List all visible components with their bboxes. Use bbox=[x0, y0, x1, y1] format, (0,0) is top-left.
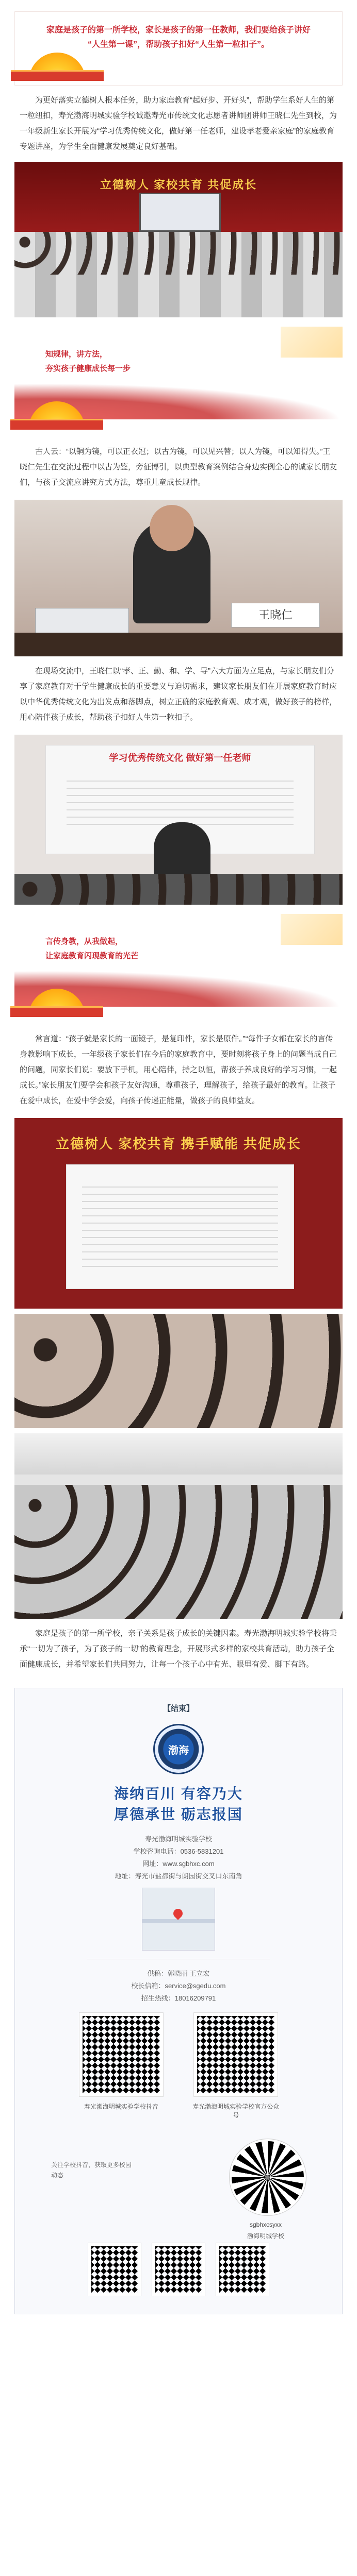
subhead-1 bbox=[14, 327, 343, 435]
qr-wechat-caption: 寿光渤海明城实验学校官方公众号 bbox=[192, 2103, 280, 2119]
photo-speaker bbox=[14, 500, 343, 656]
school-name: 寿光渤海明城实验学校 bbox=[144, 1835, 212, 1843]
banner-1-line2: “人生第一课”，帮助孩子扣好“人生第一粒扣子”。 bbox=[87, 40, 269, 49]
subhead-2-line1: 言传身教，从我做起， bbox=[45, 937, 123, 946]
intro-paragraph: 为更好落实立德树人根本任务，助力家庭教育“起好步、开好头”，帮助学生系好人生的第一粒纽扣，寿光渤海明城实验学校诚邀寿光市传统文化志愿者讲师团讲师王晓仁先生到校，为一年级新生家长开展为“学习优秀传统文化，做好第一任老师，建设孝老爱亲家庭”的家庭教育专题讲座，为学生全面健康发展奠定良好基础。 bbox=[20, 96, 337, 151]
weibo-name: sgbhxcsyxx bbox=[249, 2221, 282, 2228]
stage-backdrop bbox=[14, 162, 343, 236]
qr-code-small-1-icon[interactable] bbox=[88, 2243, 141, 2296]
slogan-1: 海纳百川 有容乃大 bbox=[114, 1786, 243, 1802]
photo-stage-poster bbox=[14, 1118, 343, 1309]
audience-2 bbox=[14, 874, 343, 905]
map-pin-icon bbox=[171, 1907, 184, 1920]
paragraph-3: 在现场交流中，王晓仁以“孝、正、勤、和、学、导”六大方面为立足点，与家长朋友们分享了家庭教育对于学生健康成长的重要意义与迫切需求，建议家长朋友们在开展家庭教育时应以中华优秀传统文化为出发点和落脚点，树立正确的家庭教育观、成才观，做好孩子的榜样，用心陪伴孩子成长，帮助孩子扣好人生第一粒扣子。 bbox=[20, 667, 337, 722]
stage-title: 立德树人 家校共育 共促成长 bbox=[100, 178, 257, 191]
qr-code-small-3-icon[interactable] bbox=[216, 2243, 269, 2296]
lecture-poster-2 bbox=[66, 1164, 294, 1289]
top-spacer bbox=[0, 0, 357, 11]
banner-1 bbox=[14, 11, 343, 86]
school-site[interactable]: 网址：www.sgbhxc.com bbox=[142, 1860, 215, 1868]
email-line: 校长信箱：service@sgedu.com bbox=[131, 1982, 226, 1990]
location-map[interactable] bbox=[142, 1888, 215, 1951]
logo-text: 渤海 bbox=[168, 1744, 189, 1756]
subhead-2-line2: 让家庭教育闪现教育的光芒 bbox=[45, 952, 139, 960]
banner-1-text bbox=[24, 23, 333, 52]
school-logo-icon bbox=[153, 1724, 204, 1774]
subhead-1-line2: 夯实孩子健康成长每一步 bbox=[45, 364, 131, 373]
slogan-2: 厚德承世 砺志报国 bbox=[114, 1806, 243, 1822]
sunrise-decoration-icon bbox=[10, 1002, 103, 1017]
paragraph-2: 古人云：“以铜为镜，可以正衣冠；以古为镜，可以见兴替；以人为镜，可以知得失。”王晓仁先生在交流过程中以古为鉴，旁征博引，以典型教育案例结合身边实例全心的诚家长朋友们，与孩子交流应讲究方式方法，尊重儿童成长规律。 bbox=[20, 447, 337, 487]
subhead-2-text bbox=[45, 935, 138, 963]
subhead-1-line1: 知规律，讲方法， bbox=[45, 350, 108, 359]
banner-1-line1: 家庭是孩子的第一所学校，家长是孩子的第一任教师，我们要给孩子讲好 bbox=[46, 26, 311, 35]
weibo-caption: 渤海明城学校 bbox=[247, 2232, 284, 2240]
poster-title: 学习优秀传统文化 做好第一任老师 bbox=[109, 753, 251, 763]
photo-poster bbox=[14, 735, 343, 905]
qr-douyin-caption: 寿光渤海明城实验学校抖音 bbox=[84, 2103, 158, 2110]
photo-lecture-hall bbox=[14, 162, 343, 317]
qr-code-douyin-icon[interactable] bbox=[79, 2013, 163, 2096]
footer-heading: 【结束】 bbox=[163, 1704, 194, 1713]
subhead-1-text bbox=[45, 347, 131, 376]
qr-code-round-icon[interactable] bbox=[230, 2139, 306, 2215]
qr-row bbox=[15, 2013, 342, 2120]
footer-left-note: 关注学校抖音，获取更多校园动态 bbox=[51, 2161, 132, 2179]
paragraph-4: 常言道：“孩子就是家长的一面镜子，是复印件，家长是原件。”“每件子女都在家长的言传身教影响下成长，一年级孩子家长们在今后的家庭教育中，要时刻将孩子身上的问题当成自己的问题，同家长们说：要放下手机，用心陪伴，持之以恒，帮孩子养成良好的学习习惯，一起成长。”家长朋友们要学会和孩子友好沟通，尊重孩子，理解孩子，给孩子最好的教育。让孩子在爱中成长，在爱中学会爱，向孩子传递正能量，做孩子的良师益友。 bbox=[20, 1035, 337, 1105]
desk bbox=[14, 633, 343, 656]
sunrise-decoration-icon bbox=[11, 65, 104, 81]
footer-bottom bbox=[15, 2129, 342, 2240]
paragraph-5: 家庭是孩子的第一所学校，亲子关系是孩子成长的关键因素。寿光渤海明城实验学校将秉承“一切为了孩子，为了孩子的一切”的教育理念，开展形式多样的家校共育活动，助力孩子全面健康成长，并希望家长们共同努力，让每一个孩子心中有光、眼里有爱、脚下有路。 bbox=[20, 1629, 337, 1669]
photo-hall-wide bbox=[14, 1433, 343, 1619]
school-phone: 学校咨询电话：0536-5831201 bbox=[133, 1848, 224, 1855]
photo-parents bbox=[14, 1314, 343, 1428]
nameplate: 王晓仁 bbox=[231, 603, 320, 628]
editor-line: 供稿：郭晓丽 王立宏 bbox=[147, 1970, 210, 1977]
audience bbox=[14, 232, 343, 317]
school-address: 地址：寿光市盐都街与朗园街交叉口东南角 bbox=[115, 1872, 242, 1880]
subhead-2 bbox=[14, 914, 343, 1022]
sunrise-decoration-icon bbox=[10, 414, 103, 430]
qr-code-wechat-icon[interactable] bbox=[194, 2013, 278, 2096]
projector-screen bbox=[139, 193, 221, 232]
speaker-head bbox=[150, 505, 194, 551]
stage-title-2: 立德树人 家校共育 携手赋能 共促成长 bbox=[56, 1136, 301, 1151]
qr-code-small-2-icon[interactable] bbox=[152, 2243, 205, 2296]
footer bbox=[14, 1688, 343, 2314]
hotline-line: 招生热线：18016209791 bbox=[141, 1994, 216, 2002]
